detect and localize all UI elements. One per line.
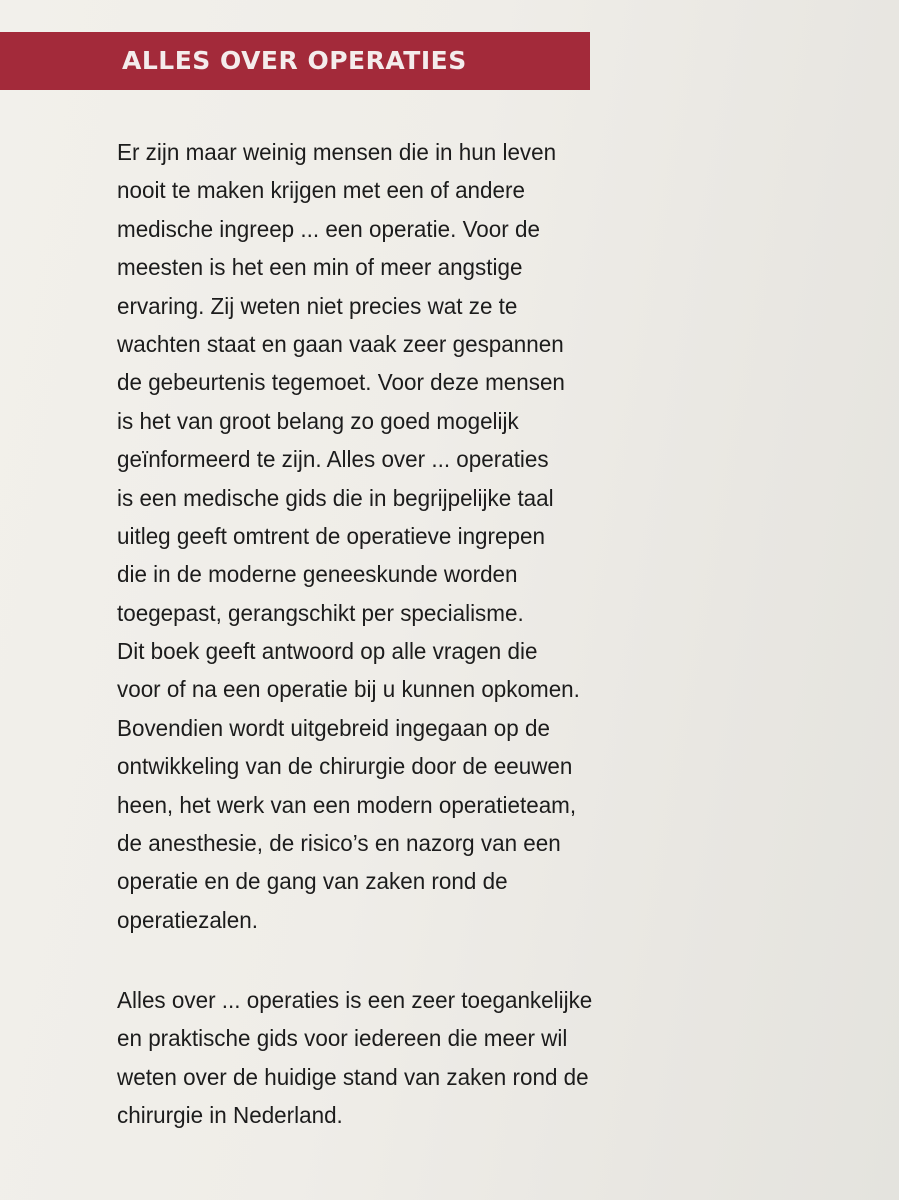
text-line: Alles over ... operaties is een zeer toegankelijke [117,987,593,1013]
text-line: medische ingreep ... een operatie. Voor de [117,215,540,242]
text-line: ontwikkeling van de chirurgie door de eeuwen [117,753,573,780]
text-line: wachten staat en gaan vaak zeer gespannen [117,330,564,357]
text-line: weten over de huidige stand van zaken rond de [117,1063,589,1090]
text-line: ervaring. Zij weten niet precies wat ze te [117,292,518,319]
text-line: uitleg geeft omtrent de operatieve ingrepen [117,522,545,549]
text-line: toegepast, gerangschikt per specialisme. [117,599,524,626]
text-line: Dit boek geeft antwoord op alle vragen die [117,638,538,665]
text-line: operatiezalen. [117,906,258,933]
text-line: de anesthesie, de risico’s en nazorg van een [117,830,561,857]
text-line: meesten is het een min of meer angstige [117,254,523,281]
text-line: geïnformeerd te zijn. Alles over ... operaties [117,446,549,473]
text-line: Er zijn maar weinig mensen die in hun leven [117,139,557,165]
page-title: ALLES OVER OPERATIES [122,46,467,75]
text-line: nooit te maken krijgen met een of andere [117,177,525,204]
text-line: voor of na een operatie bij u kunnen opkomen. [117,676,580,703]
text-line: en praktische gids voor iedereen die meer wil [117,1025,568,1052]
text-line: is het van groot belang zo goed mogelijk [117,407,519,434]
text-line: chirurgie in Nederland. [117,1102,343,1129]
text-line: operatie en de gang van zaken rond de [117,868,508,895]
text-line: heen, het werk van een modern operatieteam, [117,791,577,818]
text-line: is een medische gids die in begrijpelijke taal [117,484,554,511]
paragraph-1 [117,133,580,939]
text-line: Bovendien wordt uitgebreid ingegaan op de [117,714,550,741]
text-line: de gebeurtenis tegemoet. Voor deze mensen [117,369,565,396]
text-line: die in de moderne geneeskunde worden [117,561,518,588]
paragraph-2 [117,981,592,1135]
